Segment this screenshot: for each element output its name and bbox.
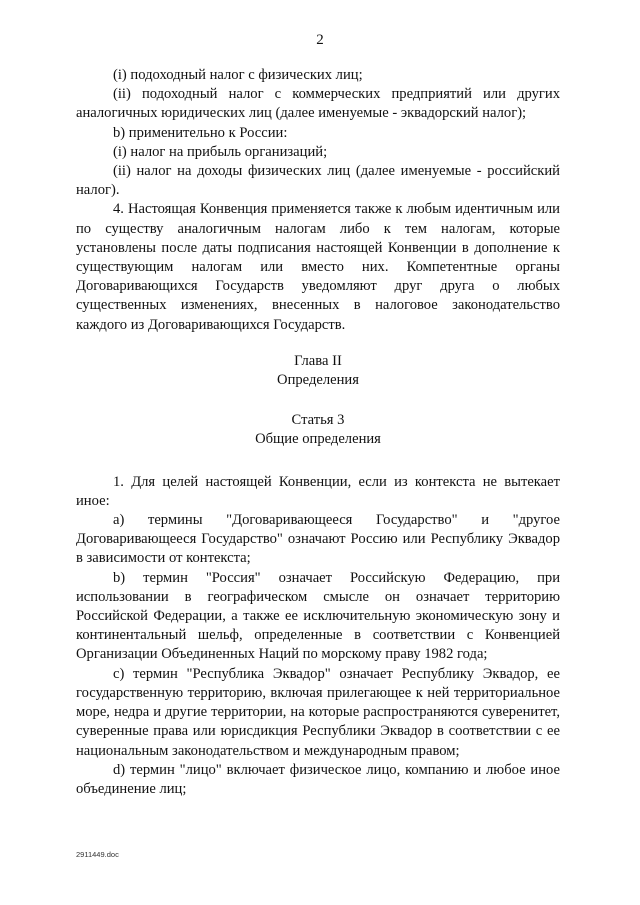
paragraph-definition-a: a) термины "Договаривающееся Государство" и "другое Договаривающееся Государство" означают Россию или Республику Эквадор в зависимости от контекста; [76, 512, 560, 567]
article-title: Общие определения [255, 431, 381, 448]
article-number: Статья 3 [291, 412, 345, 429]
page-number: 2 [316, 32, 324, 48]
file-name-footer: 2911449.doc [76, 850, 119, 859]
paragraph-russia: b) применительно к России: [113, 124, 288, 141]
paragraph-profit-tax: (i) налог на прибыль организаций; [113, 143, 328, 160]
paragraph-definitions-intro: 1. Для целей настоящей Конвенции, если из контекста не вытекает иное: [76, 473, 560, 509]
document-body [76, 66, 560, 799]
paragraph-income-tax-individuals: (i) подоходный налог с физических лиц; [113, 67, 363, 83]
chapter-number: Глава II [294, 352, 342, 369]
paragraph-definition-b: b) термин "Россия" означает Российскую Федерацию, при использовании в географическом смысле он означает территорию Российской Федерации, а также ее исключительную экономическую зону и континентальный шельф, определенные в соответствии с Конвенцией Организации Объединенных Наций по морскому праву 1982 года; [76, 569, 560, 663]
paragraph-definition-d: d) термин "лицо" включает физическое лицо, компанию и любое иное объединение лиц; [76, 761, 560, 797]
paragraph-clause-4: 4. Настоящая Конвенция применяется также к любым идентичным или по существу аналогичным налогам либо к тем налогам, которые установлены после даты подписания настоящей Конвенции в дополнение к существующим налогам или вместо них. Компетентные органы Договаривающихся Государств уведомляют друг друга о любых существенных изменениях, внесенных в налоговое законодательство каждого из Договаривающихся Государств. [76, 201, 560, 333]
paragraph-personal-income-tax: (ii) налог на доходы физических лиц (далее именуемые - российский налог). [76, 163, 560, 199]
paragraph-income-tax-enterprises: (ii) подоходный налог с коммерческих предприятий или других аналогичных юридических лиц (далее именуемые - эквадорский налог); [76, 86, 560, 122]
paragraph-definition-c: c) термин "Республика Эквадор" означает Республику Эквадор, ее государственную территорию, включая прилегающее к ней территориальное море, недра и другие территории, на которые распространяются суверенитет, суверенные права или юрисдикция Республики Эквадор в соответствии с ее национальным законодательством и международным правом; [76, 665, 560, 759]
chapter-title: Определения [277, 372, 359, 389]
